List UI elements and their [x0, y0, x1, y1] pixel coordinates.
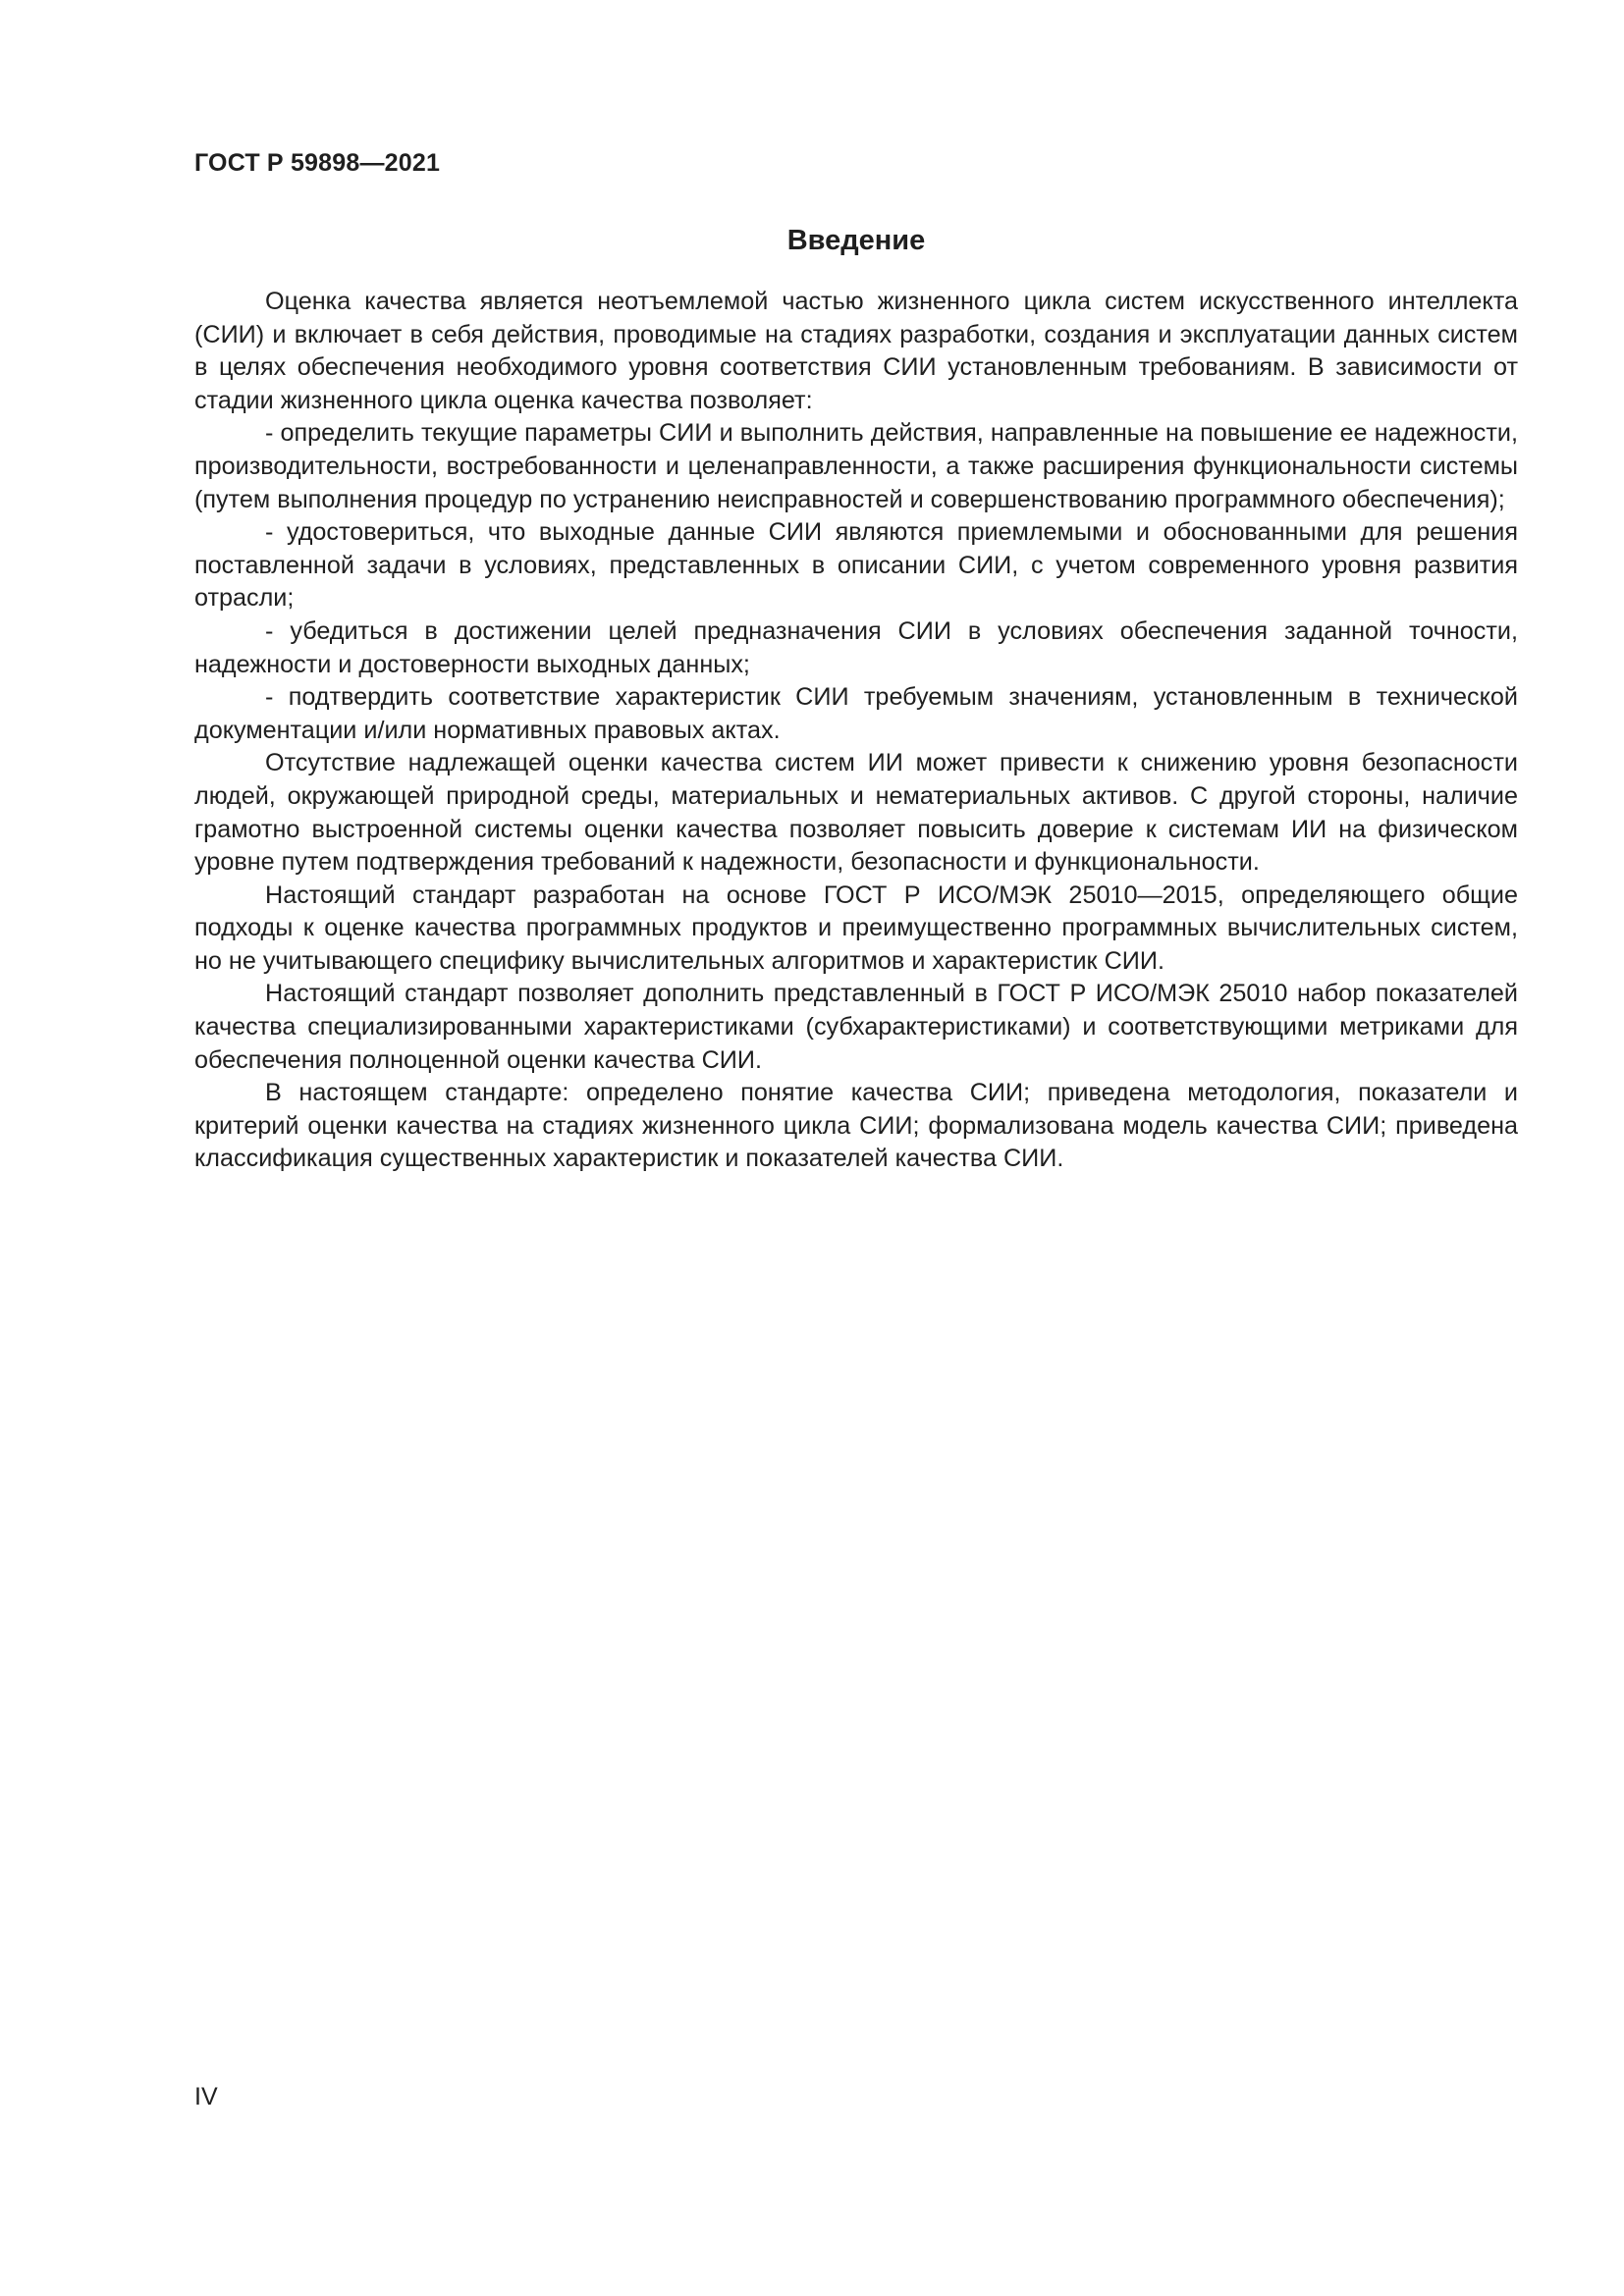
document-header-id: ГОСТ Р 59898—2021: [194, 149, 441, 177]
list-item: - удостовериться, что выходные данные СИИ являются приемлемыми и обоснованными для решения поставленной задачи в условиях, представленных в описании СИИ, с учетом современного уровня развития отрасли;: [194, 518, 1518, 613]
list-item: - убедиться в достижении целей предназначения СИИ в условиях обеспечения заданной точности, надежности и достоверности выходных данных;: [194, 616, 1518, 678]
list-item: - определить текущие параметры СИИ и выполнить действия, направленные на повышение ее надежности, производительности, востребованности и целенаправленности, а также расширения функциональности системы (путем выполнения процедур по устранению неисправностей и совершенствованию программного обеспечения);: [194, 419, 1518, 513]
paragraph: Отсутствие надлежащей оценки качества систем ИИ может привести к снижению уровня безопасности людей, окружающей природной среды, материальных и нематериальных активов. С другой стороны, наличие грамотно выстроенной системы оценки качества позволяет повысить доверие к системам ИИ на физическом уровне путем подтверждения требований к надежности, безопасности и функциональности.: [194, 749, 1518, 877]
paragraph: Оценка качества является неотъемлемой частью жизненного цикла систем искусственного интеллекта (СИИ) и включает в себя действия, проводимые на стадиях разработки, создания и эксплуатации данных систем в целях обеспечения необходимого уровня соответствия СИИ установленным требованиям. В зависимости от стадии жизненного цикла оценка качества позволяет:: [194, 288, 1518, 414]
list-item: - подтвердить соответствие характеристик СИИ требуемым значениям, установленным в технической документации и/или нормативных правовых актах.: [194, 683, 1518, 744]
section-title: Введение: [786, 225, 926, 256]
page-number: IV: [194, 2083, 218, 2110]
paragraph: Настоящий стандарт позволяет дополнить представленный в ГОСТ Р ИСО/МЭК 25010 набор показателей качества специализированными характеристиками (субхарактеристиками) и соответствующими метриками для обеспечения полноценной оценки качества СИИ.: [194, 980, 1518, 1074]
paragraph: Настоящий стандарт разработан на основе ГОСТ Р ИСО/МЭК 25010—2015, определяющего общие подходы к оценке качества программных продуктов и преимущественно программных вычислительных систем, но не учитывающего специфику вычислительных алгоритмов и характеристик СИИ.: [194, 881, 1518, 975]
paragraph: В настоящем стандарте: определено понятие качества СИИ; приведена методология, показатели и критерий оценки качества на стадиях жизненного цикла СИИ; формализована модель качества СИИ; приведена классификация существенных характеристик и показателей качества СИИ.: [194, 1079, 1518, 1173]
body-text: [194, 286, 1518, 1176]
